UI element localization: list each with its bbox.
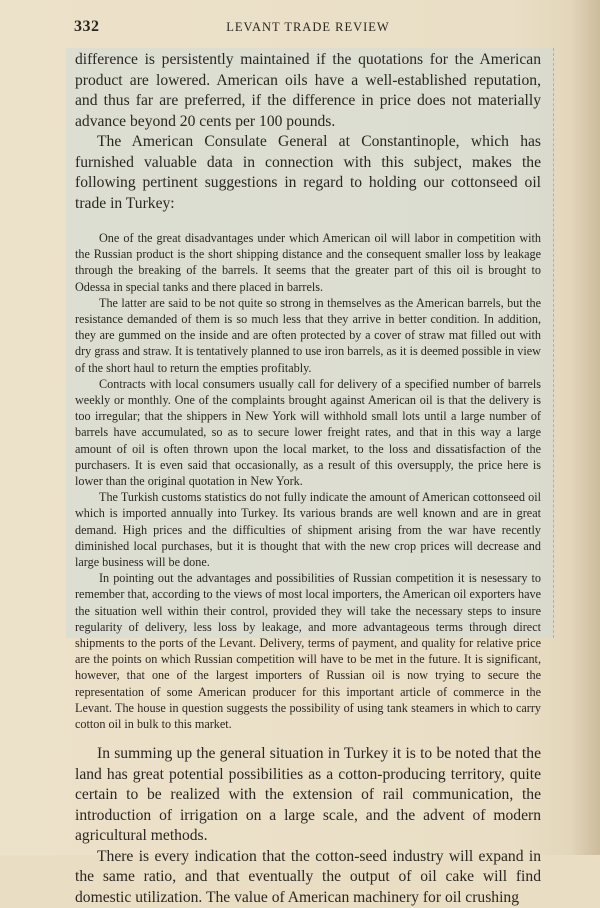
paragraph-outlook: There is every indication that the cotton-seed industry will expand in the same ratio, and that eventually the output of oil cake will find domestic utilization. The value of American machinery for oil crushing bbox=[75, 847, 541, 906]
paragraph-consulate-intro: The American Consulate General at Constantinople, which has furnished valuable data in connection with this subject, makes the following pertinent suggestions in regard to holding our cottonseed oil trade in Turkey: bbox=[75, 133, 541, 212]
quote-paragraph: In pointing out the advantages and possibilities of Russian competition it is nesessary to remember that, according to the views of most local importers, the American oil exporters have the situation well within their control, provided they will take the necessary steps to insure regularity of delivery, less loss by leakage, and more advantageous terms through direct shipments to the ports of the Levant. Delivery, terms of payment, and quality for relative price are the points on which Russian competition will have to be met in the future. It is significant, however, that one of the largest importers of Russian oil is now trying to secure the representation of some American producer for this important article of commerce in the Levant. The house in question suggests the possibility of using tank steamers in which to carry cotton oil in bulk to this market. bbox=[75, 571, 541, 732]
quote-paragraph: The Turkish customs statistics do not fully indicate the amount of American cottonseed oil which is imported annually into Turkey. Its various brands are well known and are in great demand. High prices and the difficulties of shipment arising from the war have recently diminished local purchases, but it is thought that with the new crop prices will decrease and large business will be done. bbox=[75, 490, 541, 570]
quote-paragraph: Contracts with local consumers usually call for delivery of a specified number of barrels weekly or monthly. One of the complaints brought against American oil is that the delivery is too irregular; that the shippers in New York will withhold small lots until a large number of barrels have accumulated, so as to secure lower freight rates, and that in this way a large amount of oil is often thrown upon the local market, to the loss and dissatisfaction of the purchasers. It is even said that occasionally, as a result of this oversupply, the price here is lower than the original quotation in New York. bbox=[75, 376, 541, 489]
page-number: 332 bbox=[74, 18, 100, 35]
running-header bbox=[74, 18, 542, 38]
paragraph-continued: difference is persistently maintained if the quotations for the American product are lowered. American oils have a well-established reputation, and thus far are preferred, if the difference in price does not materially advance beyond 20 cents per 100 pounds. bbox=[75, 51, 541, 130]
paragraph-summary: In summing up the general situation in Turkey it is to be noted that the land has great potential possibilities as a cotton-producing territory, quite certain to be realized with the extension of rail communication, the introduction of irrigation on a large scale, and the advent of modern agricultural methods. bbox=[75, 745, 541, 845]
closing-section bbox=[75, 744, 541, 908]
consulate-quotation bbox=[75, 230, 541, 732]
quote-paragraph: One of the great disadvantages under which American oil will labor in competition with the Russian product is the short shipping distance and the consequent smaller loss by leakage through the breaking of the barrels. It seems that the greater part of this oil is brought to Odessa in special tanks and there placed in barrels. bbox=[75, 231, 541, 294]
article-body bbox=[75, 50, 541, 908]
quote-paragraph: The latter are said to be not quite so strong in themselves as the American barrels, but the resistance demanded of them is so much less that they arrive in better condition. In addition, they are gummed on the inside and are often protected by a cover of straw mat filled out with dry grass and straw. It is tentatively planned to use iron barrels, as it is deemed possible in view of the short haul to return the empties profitably. bbox=[75, 295, 541, 375]
running-title: LEVANT TRADE REVIEW bbox=[226, 20, 390, 34]
